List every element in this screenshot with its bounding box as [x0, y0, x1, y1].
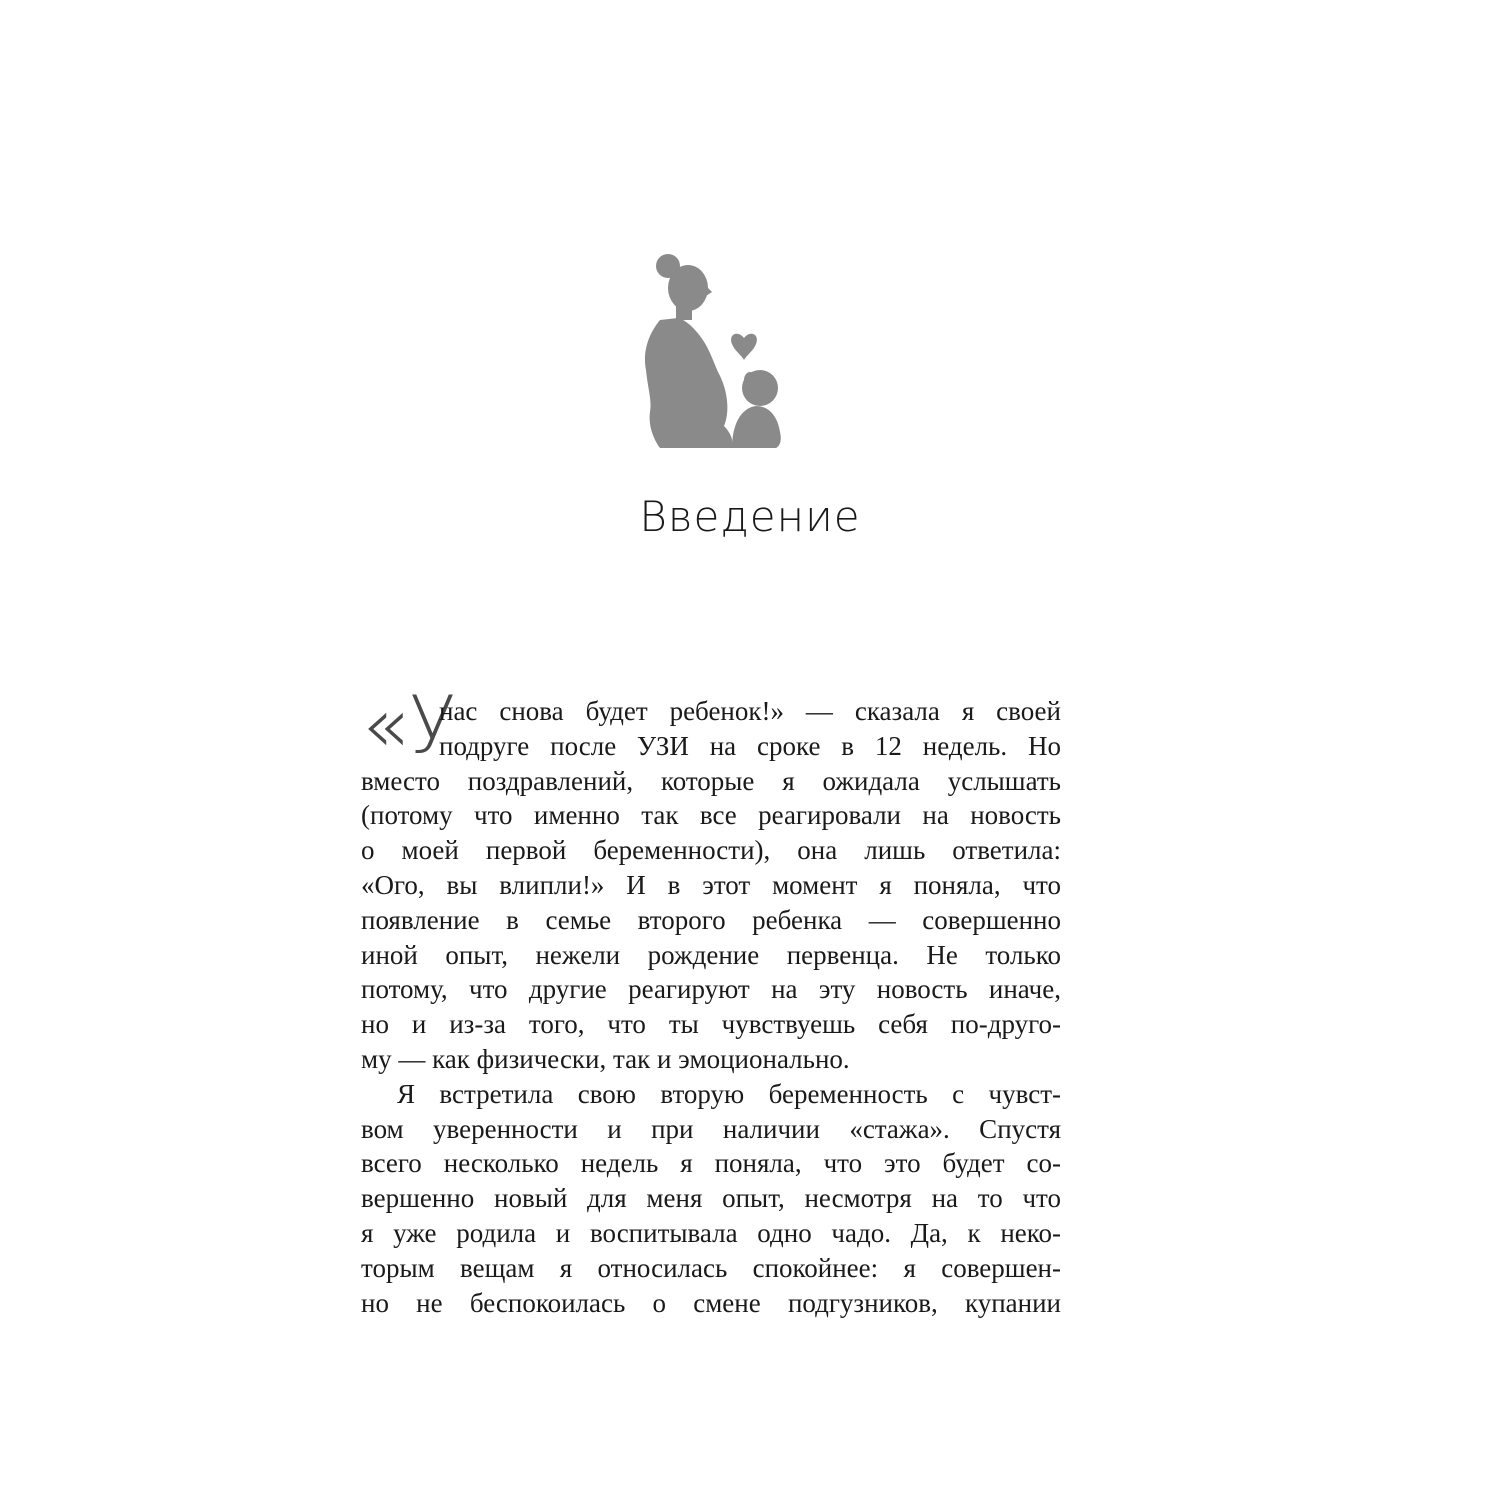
text-line: Я встретила свою вторую беременность с чувст-: [397, 1078, 1061, 1109]
text-line: му — как физически, так и эмоционально.: [361, 1043, 850, 1074]
text-line: всего несколько недель я поняла, что это будет со-: [361, 1148, 1061, 1179]
text-line: нас снова будет ребенок!» — сказала я своей: [439, 696, 1061, 726]
text-line: (потому что именно так все реагировали на новость: [361, 800, 1061, 831]
text-line: потому, что другие реагируют на эту новость иначе,: [361, 974, 1061, 1005]
text-line: вершенно новый для меня опыт, несмотря на то что: [361, 1183, 1061, 1214]
dropcap-row: [361, 681, 1061, 771]
text-line: торым вещам я относилась спокойнее: я совершен-: [361, 1252, 1061, 1283]
pregnant-mother-child-heart-icon: [620, 240, 820, 460]
text-line: появление в семье второго ребенка — совершенно: [361, 904, 1061, 935]
text-line: подруге после УЗИ на сроке в 12 недель. Но: [439, 730, 1061, 761]
text-line: но не беспокоилась о смене подгузников, купании: [361, 1287, 1061, 1318]
text-line: вместо поздравлений, которые я ожидала услышать: [361, 765, 1061, 796]
dropcap: «У: [361, 681, 457, 771]
text-line: я уже родила и воспитывала одно чадо. Да, к неко-: [361, 1217, 1061, 1248]
chapter-title: Введение: [639, 492, 861, 541]
text-line: но и из-за того, что ты чувствуешь себя по-друго-: [361, 1009, 1061, 1040]
dropcap-lines: [439, 694, 1061, 764]
body-text: [361, 681, 1061, 1320]
text-line: о моей первой беременности), она лишь ответила:: [361, 835, 1061, 866]
text-line: «Ого, вы влипли!» И в этот момент я поняла, что: [361, 869, 1061, 900]
text-line: вом уверенности и при наличии «стажа». Спустя: [361, 1113, 1061, 1144]
text-line: иной опыт, нежели рождение первенца. Не только: [361, 939, 1061, 970]
